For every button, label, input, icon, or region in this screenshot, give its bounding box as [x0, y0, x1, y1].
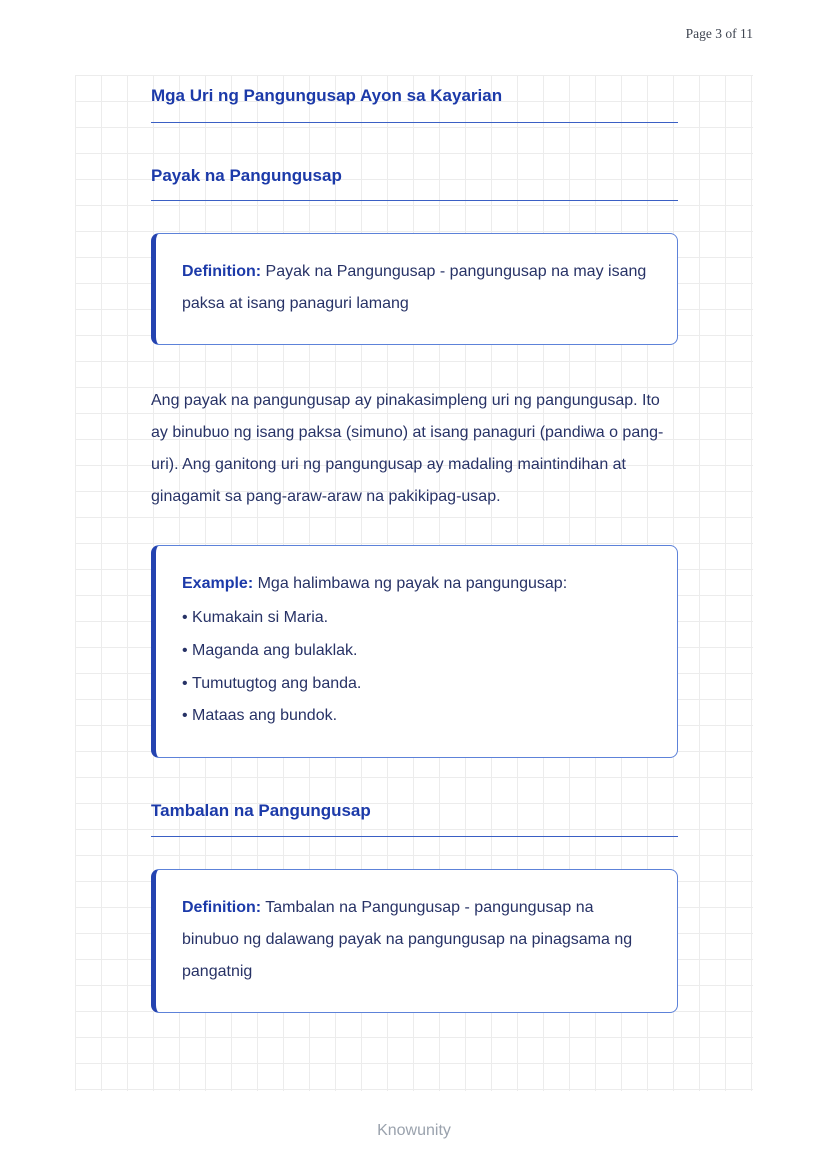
- definition-box-tambalan: [151, 869, 678, 1013]
- footer-brand: Knowunity: [377, 1122, 451, 1139]
- body-paragraph: Ang payak na pangungusap ay pinakasimpleng uri ng pangungusap. Ito ay binubuo ng isang paksa (simuno) at isang panaguri (pandiwa o pang-uri). Ang ganitong uri ng pangungusap ay madaling maintindihan at ginagamit sa pang-araw-araw na pakikipag-usap.: [151, 392, 664, 505]
- section-heading-payak: Payak na Pangungusap: [151, 163, 678, 202]
- section-heading-tambalan: Tambalan na Pangungusap: [151, 798, 678, 837]
- main-title: Mga Uri ng Pangungusap Ayon sa Kayarian: [151, 83, 678, 123]
- example-label: Example:: [182, 575, 254, 592]
- definition-text: Tambalan na Pangungusap - pangungusap na binubuo ng dalawang payak na pangungusap na pinagsama ng pangatnig: [182, 898, 633, 980]
- example-item: • Mataas ang bundok.: [182, 700, 652, 733]
- example-intro: Mga halimbawa ng payak na pangungusap:: [253, 575, 568, 592]
- document-content: [75, 75, 753, 1013]
- definition-label: Definition:: [182, 898, 262, 916]
- definition-paragraph: [182, 892, 652, 988]
- definition-paragraph: [182, 256, 652, 320]
- definition-box-payak: [151, 233, 678, 345]
- example-intro-line: [182, 568, 652, 600]
- example-item: • Tumutugtog ang banda.: [182, 668, 652, 701]
- example-list: [182, 602, 652, 733]
- example-item: • Maganda ang bulaklak.: [182, 635, 652, 668]
- example-box-payak: [151, 545, 678, 758]
- definition-text: Payak na Pangungusap - pangungusap na may isang paksa at isang panaguri lamang: [182, 263, 647, 312]
- content-grid-panel: [75, 75, 753, 1091]
- page-indicator: Page 3 of 11: [685, 26, 753, 41]
- definition-label: Definition:: [182, 263, 262, 280]
- example-item: • Kumakain si Maria.: [182, 602, 652, 635]
